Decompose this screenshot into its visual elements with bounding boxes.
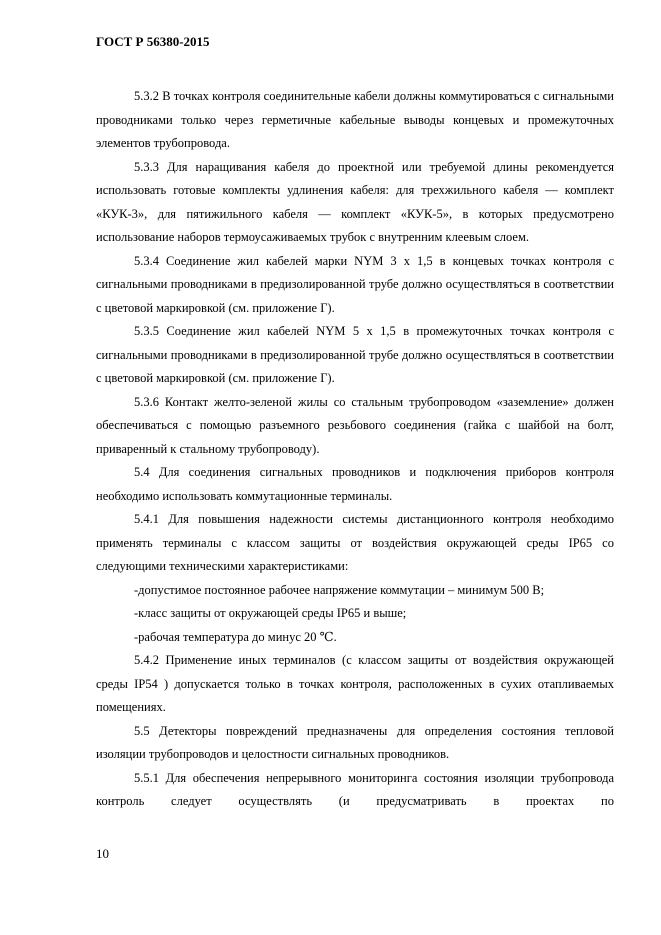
page-number: 10: [96, 846, 109, 861]
list-item-protection-class: -класс защиты от окружающей среды IP65 и выше;: [134, 606, 407, 620]
paragraph-5-5-1: 5.5.1 Для обеспечения непрерывного мониторинга состояния изоляции трубопровода контроль следует осуществлять (и предусматривать в проектах по: [96, 770, 614, 808]
paragraph-5-3-6: 5.3.6 Контакт желто-зеленой жилы со стальным трубопроводом «заземление» должен обеспечиваться с помощью разъемного резьбового соединения (гайка с шайбой на болт, приваренный к стальному трубопроводу).: [96, 394, 614, 456]
document-body: [96, 85, 614, 814]
paragraph-5-3-3: 5.3.3 Для наращивания кабеля до проектной или требуемой длины рекомендуется использовать готовые комплекты удлинения кабеля: для трехжильного кабеля — комплект «КУК-3», для пятижильного кабеля — комплект «КУК-5», в которых предусмотрено использование наборов термоусаживаемых трубок с внутренним клеевым слоем.: [96, 159, 614, 244]
paragraph-5-3-2: 5.3.2 В точках контроля соединительные кабели должны коммутироваться с сигнальными проводниками только через герметичные кабельные выводы концевых и промежуточных элементов трубопровода.: [96, 89, 614, 150]
document-header: ГОСТ Р 56380-2015: [96, 34, 210, 49]
paragraph-5-4-2: 5.4.2 Применение иных терминалов (с классом защиты от воздействия окружающей среды IP54 ) допускается только в точках контроля, расположенных в сухих отапливаемых помещениях.: [96, 653, 614, 714]
paragraph-5-4: 5.4 Для соединения сигнальных проводников и подключения приборов контроля необходимо использовать коммутационные терминалы.: [96, 465, 614, 503]
list-item-temperature: -рабочая температура до минус 20 ℃.: [134, 629, 337, 644]
paragraph-5-3-4: 5.3.4 Соединение жил кабелей марки NYM 3 x 1,5 в концевых точках контроля с сигнальными проводниками в предизолированной трубе должно осуществляться в соответствии с цветовой маркировкой (см. приложение Г).: [96, 253, 614, 315]
list-item-voltage: -допустимое постоянное рабочее напряжение коммутации – минимум 500 В;: [134, 582, 545, 597]
paragraph-5-4-1: 5.4.1 Для повышения надежности системы дистанционного контроля необходимо применять терминалы с классом защиты от воздействия окружающей среды IP65 со следующими техническими характеристиками:: [96, 512, 614, 573]
paragraph-5-3-5: 5.3.5 Соединение жил кабелей NYM 5 x 1,5 в промежуточных точках контроля с сигнальными проводниками в предизолированной трубе должно осуществляться в соответствии с цветовой маркировкой (см. приложение Г).: [96, 324, 614, 385]
paragraph-5-5: 5.5 Детекторы повреждений предназначены для определения состояния тепловой изоляции трубопроводов и целостности сигнальных проводников.: [96, 723, 614, 761]
